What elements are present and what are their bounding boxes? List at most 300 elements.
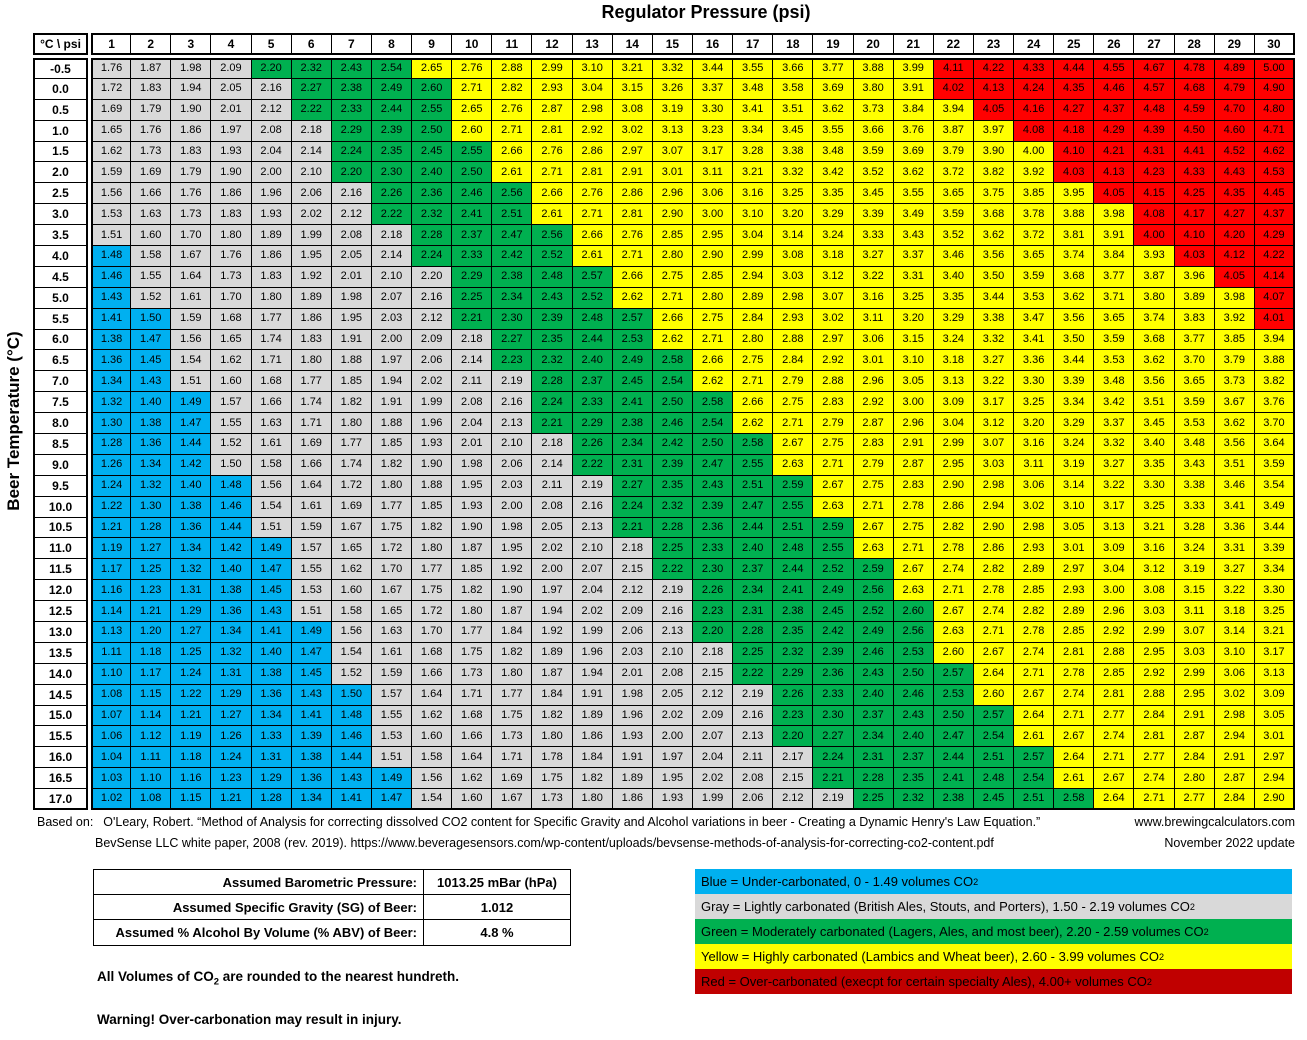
co2-volume-cell: 3.52 (854, 162, 894, 183)
co2-volume-cell: 3.07 (813, 288, 853, 309)
co2-volume-cell: 1.38 (171, 497, 211, 518)
co2-volume-cell: 3.72 (934, 162, 974, 183)
co2-volume-cell: 4.18 (1054, 121, 1094, 142)
co2-volume-cell: 2.96 (894, 413, 934, 434)
co2-volume-cell: 2.71 (693, 330, 733, 351)
co2-volume-cell: 2.97 (813, 330, 853, 351)
co2-volume-cell: 4.00 (1014, 142, 1054, 163)
co2-volume-cell: 3.43 (894, 225, 934, 246)
co2-volume-cell: 2.31 (854, 747, 894, 768)
co2-volume-cell: 1.80 (412, 538, 452, 559)
co2-volume-cell: 1.59 (292, 518, 332, 539)
co2-volume-cell: 3.25 (1255, 601, 1295, 622)
co2-volume-cell: 2.71 (452, 79, 492, 100)
co2-volume-cell: 2.44 (733, 518, 773, 539)
co2-volume-cell: 2.18 (613, 538, 653, 559)
co2-volume-cell: 1.02 (91, 789, 131, 810)
co2-volume-cell: 2.98 (1014, 518, 1054, 539)
co2-volume-cell: 2.16 (252, 79, 292, 100)
co2-volume-cell: 1.98 (613, 685, 653, 706)
co2-volume-cell: 2.71 (934, 580, 974, 601)
co2-volume-cell: 2.52 (532, 246, 572, 267)
co2-volume-cell: 1.72 (412, 601, 452, 622)
temp-header: 3.5 (33, 225, 88, 246)
co2-volume-cell: 1.38 (252, 664, 292, 685)
co2-volume-cell: 2.57 (934, 664, 974, 685)
co2-volume-cell: 4.22 (1255, 246, 1295, 267)
co2-volume-cell: 1.75 (412, 580, 452, 601)
co2-volume-cell: 2.12 (613, 580, 653, 601)
co2-volume-cell: 3.28 (1175, 518, 1215, 539)
co2-volume-cell: 3.50 (1054, 330, 1094, 351)
temp-header: 8.0 (33, 413, 88, 434)
co2-volume-cell: 3.59 (934, 204, 974, 225)
co2-volume-cell: 2.57 (613, 309, 653, 330)
co2-volume-cell: 1.55 (211, 413, 251, 434)
co2-volume-cell: 3.51 (1134, 392, 1174, 413)
co2-volume-cell: 2.28 (733, 622, 773, 643)
co2-volume-cell: 2.02 (653, 706, 693, 727)
co2-volume-cell: 2.06 (613, 622, 653, 643)
co2-volume-cell: 3.88 (1255, 350, 1295, 371)
co2-volume-cell: 1.86 (292, 309, 332, 330)
co2-volume-cell: 2.12 (693, 685, 733, 706)
co2-volume-cell: 1.30 (91, 413, 131, 434)
co2-volume-cell: 4.03 (1054, 162, 1094, 183)
co2-volume-cell: 2.09 (211, 58, 251, 79)
co2-volume-cell: 1.20 (131, 622, 171, 643)
co2-volume-cell: 2.25 (854, 789, 894, 810)
warning-note (97, 1012, 402, 1027)
co2-volume-cell: 2.38 (492, 267, 532, 288)
co2-volume-cell: 3.48 (1094, 371, 1134, 392)
co2-volume-cell: 3.62 (813, 100, 853, 121)
co2-volume-cell: 2.80 (1175, 768, 1215, 789)
co2-volume-cell: 2.91 (894, 434, 934, 455)
co2-volume-cell: 5.00 (1255, 58, 1295, 79)
co2-volume-cell: 3.08 (773, 246, 813, 267)
co2-volume-cell: 2.23 (773, 706, 813, 727)
co2-volume-cell: 2.85 (1094, 664, 1134, 685)
co2-volume-cell: 1.84 (492, 622, 532, 643)
co2-volume-cell: 1.60 (412, 726, 452, 747)
co2-volume-cell: 1.80 (252, 288, 292, 309)
co2-volume-cell: 1.73 (532, 789, 572, 810)
co2-volume-cell: 1.66 (292, 455, 332, 476)
co2-volume-cell: 3.17 (974, 392, 1014, 413)
co2-volume-cell: 3.89 (1175, 288, 1215, 309)
co2-volume-cell: 1.80 (372, 476, 412, 497)
co2-volume-cell: 2.63 (854, 538, 894, 559)
co2-volume-cell: 1.72 (332, 476, 372, 497)
co2-volume-cell: 2.45 (613, 371, 653, 392)
co2-volume-cell: 1.36 (252, 685, 292, 706)
co2-volume-cell: 2.99 (532, 58, 572, 79)
psi-header: 15 (653, 33, 693, 55)
co2-volume-cell: 3.18 (1215, 601, 1255, 622)
co2-volume-cell: 3.39 (1255, 538, 1295, 559)
co2-volume-cell: 2.62 (653, 330, 693, 351)
temp-header: 15.5 (33, 726, 88, 747)
citation-line-1 (37, 815, 1040, 829)
co2-volume-cell: 2.49 (813, 580, 853, 601)
co2-volume-cell: 3.13 (653, 121, 693, 142)
co2-volume-cell: 1.49 (372, 768, 412, 789)
co2-volume-cell: 1.89 (532, 643, 572, 664)
legend-item (695, 969, 1292, 994)
co2-volume-cell: 1.98 (492, 518, 532, 539)
co2-volume-cell: 3.88 (1054, 204, 1094, 225)
co2-volume-cell: 4.60 (1215, 121, 1255, 142)
co2-volume-cell: 1.90 (452, 518, 492, 539)
co2-volume-cell: 1.94 (171, 79, 211, 100)
co2-volume-cell: 2.63 (934, 622, 974, 643)
co2-volume-cell: 2.38 (332, 79, 372, 100)
co2-volume-cell: 2.22 (292, 100, 332, 121)
co2-volume-cell: 2.13 (733, 726, 773, 747)
co2-volume-cell: 3.32 (974, 330, 1014, 351)
co2-volume-cell: 1.10 (131, 768, 171, 789)
co2-volume-cell: 3.62 (894, 162, 934, 183)
temp-header: 9.0 (33, 455, 88, 476)
co2-volume-cell: 3.28 (733, 142, 773, 163)
co2-volume-cell: 4.48 (1134, 100, 1174, 121)
co2-volume-cell: 1.97 (532, 580, 572, 601)
co2-volume-cell: 2.24 (332, 142, 372, 163)
co2-volume-cell: 2.76 (573, 183, 613, 204)
co2-volume-cell: 1.62 (211, 350, 251, 371)
temp-header: 7.5 (33, 392, 88, 413)
co2-volume-cell: 1.73 (452, 664, 492, 685)
co2-volume-cell: 2.32 (773, 643, 813, 664)
co2-volume-cell: 2.44 (773, 559, 813, 580)
co2-volume-cell: 2.94 (974, 497, 1014, 518)
co2-volume-cell: 2.20 (332, 162, 372, 183)
co2-volume-cell: 3.01 (1054, 538, 1094, 559)
co2-volume-cell: 2.57 (974, 706, 1014, 727)
legend-item-label: Blue = Under-carbonated, 0 - 1.49 volumes CO (701, 874, 974, 889)
co2-volume-cell: 1.15 (131, 685, 171, 706)
co2-volume-cell: 1.95 (653, 768, 693, 789)
co2-volume-cell: 1.47 (171, 413, 211, 434)
co2-volume-cell: 2.61 (532, 204, 572, 225)
co2-volume-cell: 1.53 (372, 726, 412, 747)
co2-volume-cell: 1.73 (492, 726, 532, 747)
psi-header: 18 (773, 33, 813, 55)
co2-volume-cell: 3.56 (1215, 434, 1255, 455)
psi-header: 12 (532, 33, 572, 55)
co2-volume-cell: 3.17 (1094, 497, 1134, 518)
legend-item (695, 944, 1292, 969)
co2-volume-cell: 3.80 (854, 79, 894, 100)
co2-volume-cell: 2.88 (1134, 685, 1174, 706)
temp-header: 4.5 (33, 267, 88, 288)
co2-volume-cell: 3.59 (854, 142, 894, 163)
co2-volume-cell: 1.19 (171, 726, 211, 747)
co2-volume-cell: 2.06 (733, 789, 773, 810)
co2-volume-cell: 2.21 (613, 518, 653, 539)
co2-volume-cell: 1.50 (332, 685, 372, 706)
co2-volume-cell: 3.67 (1215, 392, 1255, 413)
co2-volume-cell: 2.37 (894, 747, 934, 768)
co2-volume-cell: 2.31 (613, 455, 653, 476)
co2-volume-cell: 1.58 (412, 747, 452, 768)
co2-volume-cell: 3.27 (1094, 455, 1134, 476)
co2-volume-cell: 3.07 (653, 142, 693, 163)
co2-volume-cell: 1.45 (252, 580, 292, 601)
co2-volume-cell: 2.54 (974, 726, 1014, 747)
co2-volume-cell: 3.44 (693, 58, 733, 79)
co2-volume-cell: 2.12 (412, 309, 452, 330)
co2-volume-cell: 2.75 (733, 350, 773, 371)
co2-volume-cell: 3.13 (1094, 518, 1134, 539)
co2-volume-cell: 1.77 (252, 309, 292, 330)
co2-volume-cell: 2.77 (1175, 789, 1215, 810)
co2-volume-cell: 3.41 (733, 100, 773, 121)
co2-volume-cell: 1.92 (492, 559, 532, 580)
co2-volume-cell: 3.90 (974, 142, 1014, 163)
co2-volume-cell: 1.56 (171, 330, 211, 351)
co2-volume-cell: 3.51 (1215, 455, 1255, 476)
co2-volume-cell: 4.03 (1175, 246, 1215, 267)
co2-volume-cell: 2.48 (573, 309, 613, 330)
co2-volume-cell: 2.33 (693, 538, 733, 559)
co2-volume-cell: 1.43 (131, 371, 171, 392)
psi-header: 1 (91, 33, 131, 55)
co2-volume-cell: 1.73 (171, 204, 211, 225)
co2-volume-cell: 1.44 (211, 518, 251, 539)
co2-volume-cell: 3.87 (1134, 267, 1174, 288)
co2-volume-cell: 2.30 (693, 559, 733, 580)
psi-header: 10 (452, 33, 492, 55)
co2-volume-cell: 1.28 (252, 789, 292, 810)
co2-volume-cell: 3.91 (894, 79, 934, 100)
co2-volume-cell: 1.15 (171, 789, 211, 810)
note-text: Warning! Over-carbonation may result in injury. (97, 1012, 402, 1027)
co2-volume-cell: 2.34 (854, 726, 894, 747)
temp-header: 6.0 (33, 330, 88, 351)
co2-volume-cell: 2.86 (974, 538, 1014, 559)
co2-volume-cell: 3.05 (1255, 706, 1295, 727)
co2-volume-cell: 2.09 (613, 601, 653, 622)
co2-volume-cell: 2.60 (452, 121, 492, 142)
co2-volume-cell: 1.60 (332, 580, 372, 601)
co2-volume-cell: 3.73 (1215, 371, 1255, 392)
co2-volume-cell: 3.06 (854, 330, 894, 351)
co2-volume-cell: 1.46 (91, 267, 131, 288)
co2-volume-cell: 2.39 (532, 309, 572, 330)
co2-volume-cell: 2.84 (1134, 706, 1174, 727)
co2-volume-cell: 2.89 (1054, 601, 1094, 622)
chart-title: Regulator Pressure (psi) (601, 2, 811, 22)
co2-volume-cell: 2.01 (332, 267, 372, 288)
co2-volume-cell: 1.40 (131, 392, 171, 413)
co2-volume-cell: 1.68 (211, 309, 251, 330)
co2-volume-cell: 2.00 (653, 726, 693, 747)
co2-volume-cell: 1.17 (91, 559, 131, 580)
co2-volume-cell: 4.57 (1134, 79, 1174, 100)
co2-subscript: 2 (1159, 951, 1165, 962)
co2-volume-cell: 2.13 (573, 518, 613, 539)
co2-volume-cell: 4.07 (1255, 288, 1295, 309)
temp-header: 11.5 (33, 559, 88, 580)
co2-volume-cell: 2.71 (813, 455, 853, 476)
co2-volume-cell: 1.69 (492, 768, 532, 789)
co2-volume-cell: 2.86 (573, 142, 613, 163)
co2-volume-cell: 1.32 (211, 643, 251, 664)
co2-volume-cell: 2.88 (773, 330, 813, 351)
co2-volume-cell: 2.38 (934, 789, 974, 810)
website-link: www.brewingcalculators.com (1134, 815, 1295, 829)
co2-volume-cell: 1.51 (372, 747, 412, 768)
co2-volume-cell: 1.70 (372, 559, 412, 580)
co2-volume-cell: 3.92 (1014, 162, 1054, 183)
assumption-value: 4.8 % (480, 925, 514, 940)
co2-volume-cell: 2.43 (894, 706, 934, 727)
co2-volume-cell: 1.85 (372, 434, 412, 455)
co2-volume-cell: 3.33 (1175, 497, 1215, 518)
co2-volume-cell: 2.46 (653, 413, 693, 434)
co2-volume-cell: 3.35 (934, 288, 974, 309)
co2-volume-cell: 3.93 (1134, 246, 1174, 267)
co2-volume-cell: 4.12 (1215, 246, 1255, 267)
temp-header: 16.0 (33, 747, 88, 768)
co2-volume-cell: 2.09 (693, 706, 733, 727)
assumptions-table (93, 869, 571, 946)
co2-volume-cell: 1.34 (252, 706, 292, 727)
co2-volume-cell: 1.99 (573, 622, 613, 643)
co2-volume-cell: 1.34 (211, 622, 251, 643)
legend-item (695, 869, 1292, 894)
co2-volume-cell: 1.70 (412, 622, 452, 643)
co2-volume-cell: 2.71 (894, 538, 934, 559)
co2-volume-cell: 2.22 (573, 455, 613, 476)
co2-volume-cell: 3.34 (733, 121, 773, 142)
co2-volume-cell: 2.50 (894, 664, 934, 685)
co2-volume-cell: 2.08 (653, 664, 693, 685)
co2-volume-cell: 3.19 (1054, 455, 1094, 476)
co2-volume-cell: 1.92 (292, 267, 332, 288)
co2-volume-cell: 2.27 (492, 330, 532, 351)
co2-volume-cell: 1.13 (91, 622, 131, 643)
co2-volume-cell: 2.66 (492, 142, 532, 163)
co2-volume-cell: 2.98 (974, 476, 1014, 497)
co2-volume-cell: 2.34 (613, 434, 653, 455)
co2-volume-cell: 2.37 (573, 371, 613, 392)
psi-header: 4 (211, 33, 251, 55)
co2-volume-cell: 2.20 (412, 267, 452, 288)
co2-volume-cell: 2.48 (974, 768, 1014, 789)
co2-volume-cell: 2.24 (532, 392, 572, 413)
co2-volume-cell: 1.57 (292, 538, 332, 559)
co2-volume-cell: 1.83 (211, 204, 251, 225)
co2-volume-cell: 2.53 (613, 330, 653, 351)
co2-volume-cell: 1.71 (452, 685, 492, 706)
co2-volume-cell: 3.03 (773, 267, 813, 288)
co2-volume-cell: 1.77 (332, 434, 372, 455)
co2-volume-cell: 4.37 (1255, 204, 1295, 225)
co2-volume-cell: 2.58 (693, 392, 733, 413)
co2-volume-cell: 2.78 (934, 538, 974, 559)
co2-volume-cell: 4.27 (1215, 204, 1255, 225)
co2-volume-cell: 3.77 (813, 58, 853, 79)
co2-volume-cell: 1.74 (252, 330, 292, 351)
co2-volume-cell: 1.82 (492, 643, 532, 664)
co2-volume-cell: 2.96 (854, 371, 894, 392)
co2-volume-cell: 4.25 (1175, 183, 1215, 204)
temp-header: 9.5 (33, 476, 88, 497)
co2-volume-cell: 1.50 (131, 309, 171, 330)
co2-volume-cell: 1.31 (211, 664, 251, 685)
co2-volume-cell: 2.10 (653, 643, 693, 664)
co2-volume-cell: 3.01 (1255, 726, 1295, 747)
co2-volume-cell: 2.19 (653, 580, 693, 601)
co2-volume-cell: 3.04 (733, 225, 773, 246)
co2-volume-cell: 3.12 (1134, 559, 1174, 580)
co2-volume-cell: 2.93 (532, 79, 572, 100)
co2-volume-cell: 2.92 (573, 121, 613, 142)
co2-volume-cell: 1.16 (171, 768, 211, 789)
co2-volume-cell: 1.50 (211, 455, 251, 476)
co2-volume-cell: 2.99 (1175, 664, 1215, 685)
co2-volume-cell: 3.98 (1094, 204, 1134, 225)
co2-volume-cell: 1.75 (372, 518, 412, 539)
co2-volume-cell: 1.71 (292, 413, 332, 434)
co2-volume-cell: 2.37 (854, 706, 894, 727)
co2-volume-cell: 1.61 (372, 643, 412, 664)
co2-volume-cell: 2.11 (532, 476, 572, 497)
co2-volume-cell: 1.95 (492, 538, 532, 559)
co2-volume-cell: 3.51 (773, 100, 813, 121)
co2-volume-cell: 2.66 (733, 392, 773, 413)
co2-volume-cell: 2.52 (854, 601, 894, 622)
co2-volume-cell: 2.71 (492, 121, 532, 142)
temp-header: 14.0 (33, 664, 88, 685)
co2-volume-cell: 2.30 (492, 309, 532, 330)
co2-volume-cell: 1.11 (131, 747, 171, 768)
co2-volume-cell: 1.67 (492, 789, 532, 810)
co2-volume-cell: 2.78 (1054, 664, 1094, 685)
co2-volume-cell: 3.22 (1215, 580, 1255, 601)
co2-volume-cell: 1.08 (91, 685, 131, 706)
co2-volume-cell: 1.97 (372, 350, 412, 371)
co2-volume-cell: 3.25 (773, 183, 813, 204)
co2-volume-cell: 2.71 (773, 413, 813, 434)
co2-volume-cell: 2.49 (854, 622, 894, 643)
co2-volume-cell: 1.66 (412, 664, 452, 685)
co2-volume-cell: 1.70 (171, 225, 211, 246)
co2-volume-cell: 3.79 (1215, 350, 1255, 371)
co2-volume-cell: 1.22 (171, 685, 211, 706)
co2-volume-cell: 1.40 (211, 559, 251, 580)
co2-subscript: 2 (973, 876, 979, 887)
co2-volume-cell: 2.45 (974, 789, 1014, 810)
co2-volume-cell: 1.34 (91, 371, 131, 392)
co2-volume-cell: 1.47 (131, 330, 171, 351)
psi-header: 11 (492, 33, 532, 55)
co2-volume-cell: 2.36 (412, 183, 452, 204)
co2-volume-cell: 1.82 (573, 768, 613, 789)
co2-volume-cell: 2.40 (573, 350, 613, 371)
co2-volume-cell: 3.48 (813, 142, 853, 163)
co2-volume-cell: 2.87 (894, 455, 934, 476)
co2-volume-cell: 1.55 (292, 559, 332, 580)
psi-header: 25 (1054, 33, 1094, 55)
co2-volume-cell: 3.07 (974, 434, 1014, 455)
co2-volume-cell: 3.11 (1175, 601, 1215, 622)
co2-volume-cell: 1.62 (332, 559, 372, 580)
co2-volume-cell: 3.27 (1215, 559, 1255, 580)
